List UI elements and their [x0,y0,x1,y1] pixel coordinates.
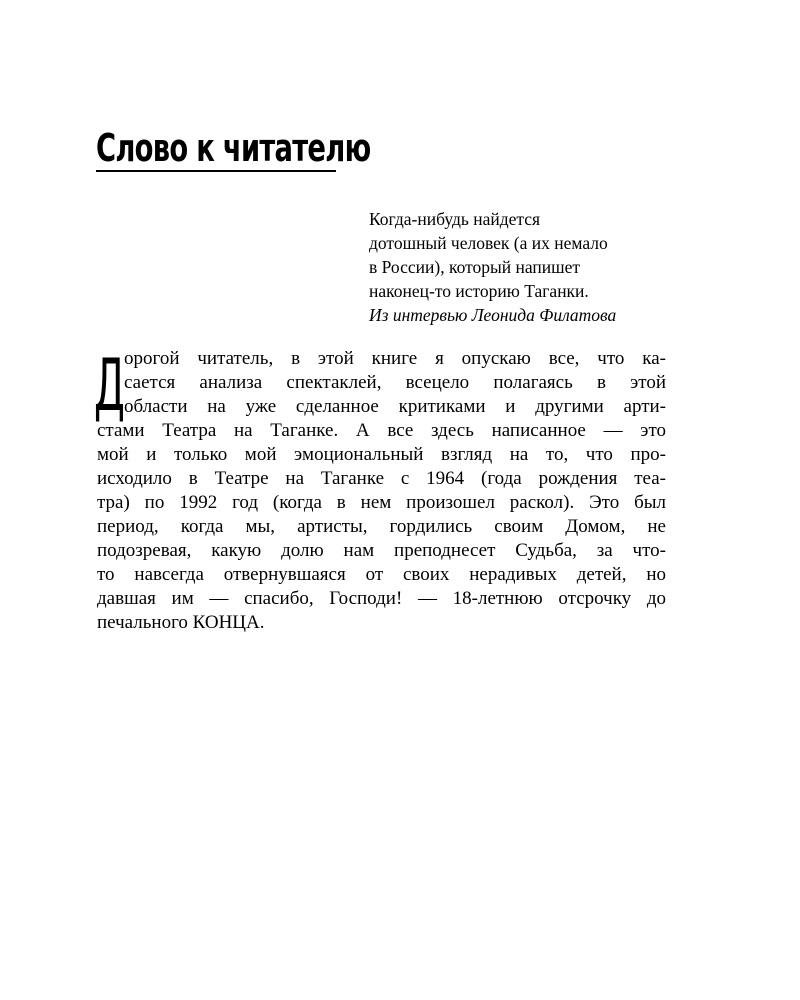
epigraph-line: Когда-нибудь найдется [369,209,541,229]
body-line: исходило в Театре на Таганке с 1964 (года рождения теа- [97,468,666,489]
body-line: сается анализа спектаклей, всецело полагаясь в этой [124,372,666,393]
epigraph-line: наконец-то историю Таганки. [369,281,589,301]
body-line: то навсегда отвернувшаяся от своих нерадивых детей, но [97,564,666,585]
body-line: стами Театра на Таганке. А все здесь написанное — это [97,420,666,441]
epigraph [369,207,679,327]
body-line: мой и только мой эмоциональный взгляд на то, что про- [97,444,666,465]
heading-underline [96,170,336,172]
body-paragraph [97,347,666,635]
body-line: тра) по 1992 год (когда в нем произошел раскол). Это был [97,492,666,513]
body-line: печального КОНЦА. [97,612,265,633]
drop-cap: Д [94,343,125,427]
epigraph-line: дотошный человек (а их немало [369,233,608,253]
epigraph-line: в России), который напишет [369,257,581,277]
body-line: орогой читатель, в этой книге я опускаю все, что ка- [124,348,666,369]
epigraph-attribution: Из интервью Леонида Филатова [369,305,617,325]
chapter-heading: Слово к читателю [96,126,371,170]
body-line: области на уже сделанное критиками и другими арти- [124,396,666,417]
body-line: давшая им — спасибо, Господи! — 18-летнюю отсрочку до [97,588,666,609]
body-line: подозревая, какую долю нам преподнесет Судьба, за что- [97,540,666,561]
body-line: период, когда мы, артисты, гордились своим Домом, не [97,516,666,537]
